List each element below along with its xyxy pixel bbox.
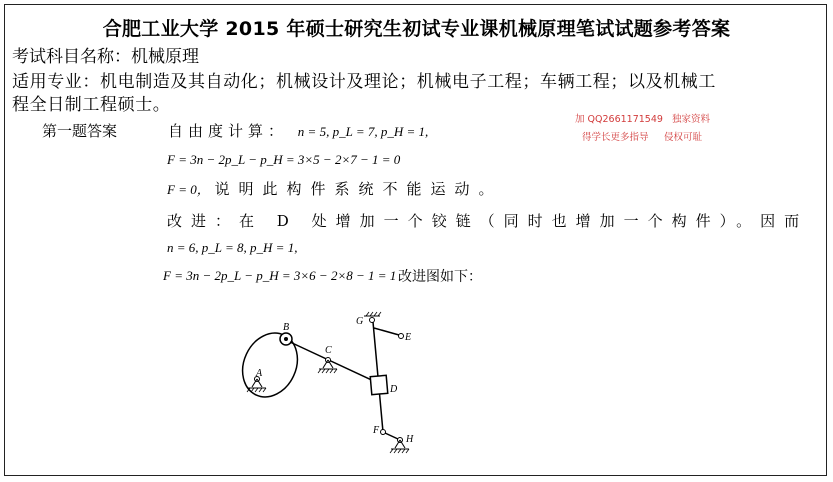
- watermark-exclusive: 独家资料: [672, 114, 711, 125]
- exam-subject: 考试科目名称：机械原理: [12, 47, 199, 67]
- calc-label: 自由度计算：: [168, 122, 289, 140]
- cam-disc: [232, 324, 307, 406]
- given-values-2: n = 6, p_L = 8, p_H = 1,: [167, 240, 298, 255]
- pivot-g: [370, 318, 375, 323]
- conclusion-line: [167, 178, 503, 199]
- conclusion-text: 说明此构件系统不能运动。: [214, 180, 503, 198]
- watermark-qq: 加 QQ2661171549: [575, 114, 663, 125]
- label-d: D: [390, 384, 398, 395]
- label-b: B: [283, 322, 290, 333]
- mechanism-diagram: [230, 300, 440, 460]
- slider-d: [370, 375, 388, 394]
- label-e: E: [405, 332, 412, 343]
- dof-equation-2: F = 3n − 2p_L − p_H = 3×6 − 2×8 − 1 = 1: [163, 268, 397, 283]
- link-bd: [290, 342, 378, 383]
- dof-calculation: [168, 120, 428, 141]
- dof-equation-1: F = 3n − 2p_L − p_H = 3×5 − 2×7 − 1 = 0: [167, 152, 401, 167]
- answer-label: 第一题答案: [42, 122, 118, 140]
- joint-f: [381, 430, 386, 435]
- label-c: C: [325, 345, 332, 356]
- watermark-guide: 得学长更多指导: [582, 132, 649, 143]
- joint-e: [399, 334, 404, 339]
- label-a: A: [256, 368, 263, 379]
- label-g: G: [356, 316, 364, 327]
- label-h: H: [406, 434, 414, 445]
- given-values-1: n = 5, p_L = 7, p_H = 1,: [297, 124, 429, 139]
- f-zero: F = 0，: [167, 182, 210, 197]
- majors-line-1: 适用专业：机电制造及其自动化；机械设计及理论；机械电子工程；车辆工程；以及机械工: [12, 72, 716, 92]
- improvement-text: 改进：在 D 处增加一个铰链（同时也增加一个构件）。因而: [167, 212, 809, 230]
- majors-line-2: 程全日制工程硕士。: [12, 95, 171, 115]
- watermark-rights: 侵权可耻: [664, 132, 703, 143]
- label-f: F: [373, 425, 380, 436]
- page-title: 合肥工业大学 2015 年硕士研究生初试专业课机械原理笔试试题参考答案: [102, 18, 731, 40]
- diagram-caption: 改进图如下：: [398, 269, 482, 285]
